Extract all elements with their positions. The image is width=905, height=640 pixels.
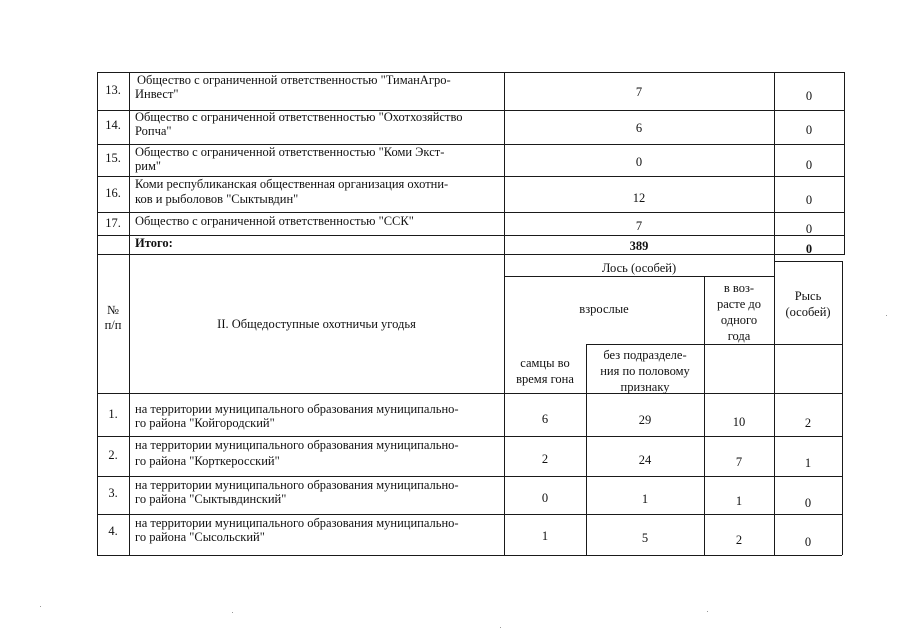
young-value: 1	[735, 494, 743, 508]
scan-speck	[500, 627, 501, 628]
organization-name: рим"	[135, 159, 161, 173]
rule	[844, 72, 845, 255]
young-value: 2	[735, 533, 743, 547]
rule	[842, 261, 843, 555]
rule	[97, 212, 845, 213]
count-value: 6	[635, 121, 643, 135]
territory-name: на территории муниципального образования муниципально-	[135, 438, 459, 452]
territory-name: на территории муниципального образования муниципально-	[135, 516, 459, 530]
males-value: 0	[541, 491, 549, 505]
scan-speck	[707, 611, 708, 612]
young-header: года	[727, 329, 751, 343]
count-value: 7	[635, 219, 643, 233]
rule	[97, 393, 842, 394]
number-header: п/п	[104, 318, 122, 332]
count-value: 7	[635, 85, 643, 99]
scan-speck	[40, 606, 41, 607]
lynx-value: 0	[805, 89, 813, 103]
lynx-value: 0	[805, 158, 813, 172]
rule	[774, 344, 842, 345]
rule	[97, 235, 845, 236]
total-label: Итого:	[135, 236, 173, 250]
total-lynx: 0	[805, 242, 813, 256]
males-value: 1	[541, 529, 549, 543]
lynx-value: 0	[804, 496, 812, 510]
rule	[97, 514, 842, 515]
nosex-header: без подразделе-	[603, 348, 687, 362]
row-number: 4.	[108, 524, 118, 538]
row-number: 3.	[108, 486, 118, 500]
lynx-value: 0	[804, 535, 812, 549]
scan-speck	[232, 612, 233, 613]
young-header: в воз-	[723, 281, 755, 295]
count-value: 12	[632, 191, 646, 205]
organization-name: Общество с ограниченной ответственностью "ТиманАгро-	[137, 73, 451, 87]
rule	[97, 436, 842, 437]
number-header: №	[107, 303, 119, 317]
organization-name: ков и рыболовов "Сыктывдин"	[135, 192, 299, 206]
rule	[97, 476, 842, 477]
adults-header: взрослые	[579, 302, 629, 316]
row-number: 17.	[105, 216, 121, 230]
males-header: время гона	[516, 372, 574, 386]
young-value: 10	[732, 415, 746, 429]
organization-name: Инвест"	[135, 87, 179, 101]
moose-header: Лось (особей)	[601, 261, 677, 275]
territory-name: на территории муниципального образования муниципально-	[135, 402, 459, 416]
young-header: расте до	[716, 297, 762, 311]
organization-name: Общество с ограниченной ответственностью "ССК"	[135, 214, 414, 228]
lynx-value: 0	[805, 222, 813, 236]
section-title: II. Общедоступные охотничьи угодья	[217, 317, 416, 331]
nosex-value: 29	[638, 413, 652, 427]
row-number: 2.	[108, 448, 118, 462]
total-value: 389	[629, 239, 649, 253]
lynx-header: (особей)	[785, 305, 831, 319]
territory-name: го района "Койгородский"	[135, 416, 275, 430]
nosex-header: признаку	[620, 380, 670, 394]
young-value: 7	[735, 455, 743, 469]
rule	[774, 261, 842, 262]
rule	[504, 276, 774, 277]
nosex-value: 1	[641, 492, 649, 506]
nosex-header: ния по половому	[600, 364, 690, 378]
rule	[97, 254, 845, 255]
lynx-value: 2	[804, 416, 812, 430]
nosex-value: 5	[641, 531, 649, 545]
rule	[504, 255, 505, 555]
count-value: 0	[635, 155, 643, 169]
rule	[129, 72, 130, 556]
organization-name: Коми республиканская общественная организация охотни-	[135, 177, 449, 191]
nosex-value: 24	[638, 453, 652, 467]
lynx-header: Рысь	[794, 289, 822, 303]
territory-name: го района "Сысольский"	[135, 530, 265, 544]
males-value: 2	[541, 452, 549, 466]
row-number: 16.	[105, 186, 121, 200]
males-value: 6	[541, 412, 549, 426]
row-number: 14.	[105, 118, 121, 132]
territory-name: на территории муниципального образования муниципально-	[135, 478, 459, 492]
rule	[586, 344, 774, 345]
territory-name: го района "Сыктывдинский"	[135, 492, 287, 506]
organization-name: Общество с ограниченной ответственностью "Охотхозяйство	[135, 110, 463, 124]
males-header: самцы во	[520, 356, 570, 370]
young-header: одного	[720, 313, 758, 327]
row-number: 15.	[105, 151, 121, 165]
rule	[97, 555, 842, 556]
lynx-value: 0	[805, 193, 813, 207]
row-number: 13.	[105, 83, 121, 97]
organization-name: Ропча"	[135, 124, 172, 138]
territory-name: го района "Корткеросский"	[135, 454, 280, 468]
lynx-value: 0	[805, 123, 813, 137]
lynx-value: 1	[804, 456, 812, 470]
row-number: 1.	[108, 407, 118, 421]
scan-speck	[886, 315, 887, 316]
organization-name: Общество с ограниченной ответственностью "Коми Экст-	[135, 145, 445, 159]
